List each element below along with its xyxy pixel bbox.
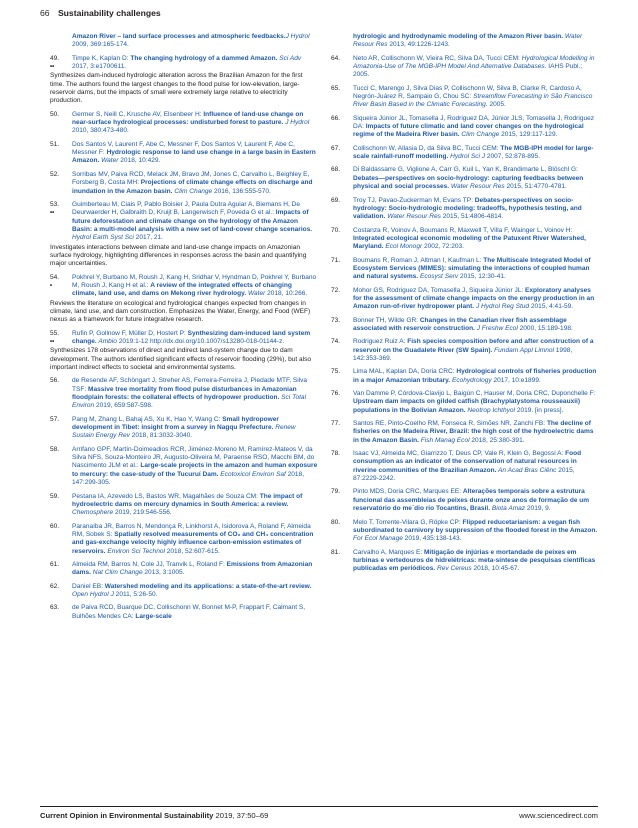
reference-item bbox=[331, 197, 599, 222]
reference-volume-pages[interactable]: 2018, 81:3032-3040. bbox=[129, 432, 193, 440]
reference-item bbox=[50, 141, 318, 166]
reference-title[interactable]: Integrated ecological economic modeling of the Patuxent River Watershed, Maryland. bbox=[353, 234, 586, 251]
reference-journal[interactable]: Clim Change bbox=[459, 131, 500, 139]
reference-item bbox=[50, 55, 318, 72]
reference-volume-pages[interactable]: 2005. bbox=[487, 101, 506, 109]
reference-authors[interactable]: Pokhrel Y, Burbano M, Roush J, Kang H, Sridhar V, Hyndman D, Pokhrel Y, Burbano M, Roush J, Kang H et al.: bbox=[72, 273, 317, 289]
reference-number: 62. bbox=[50, 582, 60, 590]
reference-journal[interactable]: Biota Amaz bbox=[490, 505, 526, 513]
reference-item bbox=[331, 166, 599, 191]
reference-journal[interactable]: Hydrol Sci J bbox=[448, 153, 486, 161]
reference-journal[interactable]: Hydrol Earth Syst Sci bbox=[72, 234, 134, 242]
reference-title[interactable]: Mitigação de injúrias e mortandade de peixes em turbinas e vertedouros de hidrelétricas: meta-síntese de pesquisas científicas publicadas em periódicos. bbox=[353, 548, 596, 573]
reference-authors[interactable]: Guimberteau M, Ciais P, Pablo Boisier J, Paula Dutra Aguiar A, Biemans H, De Deurwaerder H, Galbraith D, Kruijt B, Langerwisch F, Poveda G et al.: bbox=[72, 200, 301, 217]
reference-title[interactable]: Synthesizing dam-induced land system change. bbox=[72, 329, 311, 345]
references-left-column bbox=[50, 33, 318, 626]
reference-journal[interactable]: Fish Manag Ecol bbox=[418, 436, 470, 444]
reference-authors[interactable]: Troy TJ, Pavao-Zuckerman M, Evans TP: bbox=[353, 196, 475, 204]
reference-authors[interactable]: Boumans R, Roman J, Altman I, Kaufman L: bbox=[353, 256, 484, 264]
reference-volume-pages[interactable]: 2018, 25:380-391. bbox=[469, 436, 525, 444]
reference-authors[interactable]: de Resende AF, Schöngart J, Streher AS, Ferreira-Ferreira J, Piedade MTF, Silva TSF: bbox=[72, 377, 308, 393]
reference-title[interactable]: Large-scale bbox=[135, 612, 172, 620]
reference-volume-pages[interactable]: 2017, 10:e1899. bbox=[491, 376, 541, 384]
reference-item bbox=[331, 145, 599, 162]
reference-authors[interactable]: Melo T, Torrente-Vilara G, Röpke CP: bbox=[353, 518, 463, 526]
reference-journal[interactable]: Streamflow Forecasting in São Francisco River Basin Based in the Climatic Forecasting. bbox=[353, 93, 593, 109]
reference-title[interactable]: Massive tree mortality from flood pulse disturbances in Amazonian floodplain forests: the collateral effects of hydropower production. bbox=[72, 385, 297, 402]
reference-number: 52. bbox=[50, 170, 60, 178]
footer-rule bbox=[40, 806, 598, 807]
reference-number: 61. bbox=[50, 560, 60, 568]
reference-item bbox=[50, 523, 318, 556]
reference-volume-pages[interactable]: 2019, 9. bbox=[525, 505, 551, 513]
reference-item bbox=[50, 201, 318, 243]
reference-volume-pages[interactable]: 2015, 51:4770-4781. bbox=[504, 183, 567, 191]
reference-authors[interactable]: Mohor GS, Rodriguez DA, Tomasella J, Siqueira Júnior JL: bbox=[353, 286, 525, 294]
reference-volume-pages[interactable]: 2013, 3:1005. bbox=[142, 569, 185, 577]
reference-volume-pages[interactable]: 2013, 49:1226-1243. bbox=[387, 41, 450, 49]
reference-number: 53. bbox=[50, 200, 60, 208]
reference-journal[interactable]: Chemosphere bbox=[72, 509, 114, 517]
reference-title[interactable]: Amazon River – land surface processes and atmospheric feedbacks. bbox=[72, 33, 286, 40]
reference-item bbox=[331, 368, 599, 385]
reference-authors[interactable]: Dos Santos V, Laurent F, Abe C, Messner F, Dos Santos V, Laurent F, Abe C, Messner F: bbox=[72, 140, 295, 157]
reference-title[interactable]: Hydrological controls of fisheries production in a major Amazonian tributary. bbox=[353, 368, 597, 384]
reference-authors[interactable]: Sorribas MV, Paiva RCD, Melack JM, Bravo JM, Jones C, Carvalho L, Beighley E, Forsberg B, Costa MH: bbox=[72, 170, 310, 187]
reference-journal[interactable]: Clim Change bbox=[172, 187, 213, 195]
reference-title[interactable]: The MGB-IPH model for large-scale rainfall-runoff modelling. bbox=[353, 144, 594, 161]
reference-number: 66. bbox=[331, 114, 341, 122]
reference-item bbox=[50, 561, 318, 578]
reference-annotation: Investigates interactions between climate and land-use change impacts on Amazonian surface hydrology, highlighting differences in responses across the basin and quantifying major uncertainties. bbox=[50, 243, 307, 268]
reference-volume-pages[interactable]: 2018, 10:266. bbox=[265, 290, 308, 298]
reference-title[interactable]: hydrologic and hydrodynamic modeling of the Amazon River basin. bbox=[353, 33, 564, 40]
reference-authors[interactable]: Siqueira Júnior JL, Tomasella J, Rodriguez DA, Júnior JLS, Tomasella J, Rodriguez DA: bbox=[353, 114, 595, 131]
reference-authors[interactable]: Daniel EB: bbox=[72, 582, 105, 590]
reference-authors[interactable]: Germer S, Neill C, Krusche AV, Elsenbeer H: bbox=[72, 110, 204, 118]
reference-title[interactable]: Exploratory analyses for the assessment of climate change impacts on the energy production in an Amazon run-of-river hydropower plant. bbox=[353, 286, 595, 311]
reference-item bbox=[331, 227, 599, 252]
reference-journal[interactable]: J Hydrol Reg Stud bbox=[474, 303, 530, 311]
reference-volume-pages[interactable]: IAHS Publ.; 2005. bbox=[353, 63, 583, 79]
reference-volume-pages[interactable]: 2011, 5:26-50. bbox=[113, 590, 158, 598]
reference-number: 77. bbox=[331, 420, 341, 428]
reference-number: 49. bbox=[50, 54, 60, 62]
reference-journal[interactable]: Open Hydrol J bbox=[72, 590, 114, 598]
reference-authors[interactable]: Tucci C, Marengo J, Silva Dias P, Collischonn W, Silva B, Clarke R, Cardoso A, Negrón-Juárez R, Sampaio G, Chou SC: bbox=[353, 84, 582, 101]
reference-journal[interactable]: Ambio bbox=[96, 338, 117, 345]
reference-authors[interactable]: Bonner TH, Wilde GR: bbox=[353, 316, 420, 324]
reference-item bbox=[50, 416, 318, 441]
reference-title[interactable]: Hydrologic response to land use change in a large basin in Eastern Amazon. bbox=[72, 149, 316, 165]
reference-volume-pages[interactable]: 2017, 21. bbox=[133, 234, 163, 242]
reference-journal[interactable]: Fundam Appl Limnol bbox=[492, 346, 554, 354]
reference-authors[interactable]: de Paiva RCD, Buarque DC, Collischonn W, Bonnet M-P, Frappart F, Calmant S, Bulhões Mendes CA: bbox=[72, 604, 306, 620]
page-number: 66 bbox=[40, 8, 50, 18]
reference-authors[interactable]: Di Baldassarre G, Viglione A, Carr G, Kuil L, Yan K, Brandimarte L, Blöschl G: bbox=[353, 166, 578, 174]
reference-item bbox=[331, 519, 599, 544]
reference-number: 51. bbox=[50, 140, 60, 148]
reference-title[interactable]: Debates-perspectives on socio-hydrology: Socio-hydrologic modeling: tradeoffs, hypothesis testing, and validation. bbox=[353, 196, 582, 221]
reference-journal[interactable]: An Acad Bras Ciênc bbox=[496, 466, 557, 474]
reference-journal[interactable]: For Ecol Manage bbox=[353, 535, 403, 543]
reference-number: 54. bbox=[50, 273, 60, 281]
reference-journal[interactable]: Water Resour Res bbox=[449, 183, 505, 191]
reference-volume-pages[interactable]: 2015, 129:117-129. bbox=[499, 131, 558, 139]
reference-number: 69. bbox=[331, 196, 341, 204]
reference-title[interactable]: The decline of fisheries on the Madeira River, Brazil: the high cost of the hydroelectric dams in the Amazon Basin. bbox=[353, 420, 594, 444]
reference-item bbox=[331, 115, 599, 140]
reference-number: 73. bbox=[331, 316, 341, 324]
reference-title[interactable]: Flipped reducetarianism: a vegan fish subordinated to carnivory by suppression of the flooded forest in the Amazon. bbox=[353, 518, 598, 534]
reference-volume-pages[interactable]: 2015, 4:41-59. bbox=[529, 303, 574, 311]
reference-volume-pages[interactable]: 2002, 72:203. bbox=[422, 243, 465, 251]
reference-number: 55. bbox=[50, 329, 60, 337]
reference-number: 57. bbox=[50, 415, 60, 423]
reference-journal[interactable]: Hydrological Modelling in Amazonia-Use of The MGB-IPH Model And Alternative Databases. bbox=[353, 54, 595, 71]
reference-item bbox=[331, 33, 599, 50]
reference-journal[interactable]: Nat Clim Change bbox=[90, 569, 143, 577]
reference-volume-pages[interactable]: 2019, 435:138-143. bbox=[402, 535, 462, 543]
reference-authors[interactable]: Pinto MDS, Doria CRC, Marques EE: bbox=[353, 488, 463, 496]
reference-authors[interactable]: Almeida RM, Barros N, Cole JJ, Tranvik L, Roland F: bbox=[72, 560, 227, 568]
footer-website-link[interactable]: www.sciencedirect.com bbox=[519, 811, 598, 820]
reference-item bbox=[331, 85, 599, 110]
reference-title[interactable]: The Multiscale Integrated Model of Ecosystem Services (MIMES): simulating the interactions of coupled human and natural systems. bbox=[353, 256, 591, 281]
reference-authors[interactable]: Pang M, Zhang L, Bahaj AS, Xu K, Hao Y, Wang C: bbox=[72, 415, 223, 423]
reference-title[interactable]: Fish species composition before and after construction of a reservoir on the Guadalete River (SW Spain). bbox=[353, 338, 594, 354]
reference-item bbox=[331, 420, 599, 445]
reference-title[interactable]: Changes in the Canadian river fish assemblage associated with reservoir construction. bbox=[353, 316, 567, 332]
reference-authors[interactable]: Santos RE, Pinto-Coelho RM, Fonseca R, Simões NR, Zanchi FB: bbox=[353, 420, 547, 428]
reference-journal[interactable]: Water Resour Res bbox=[385, 213, 441, 221]
reference-authors[interactable]: Paranaíba JR, Barros N, Mendonça R, Linkhorst A, Isidorova A, Roland F, Almeida RM, Sobek S: bbox=[72, 522, 311, 538]
reference-number: 50. bbox=[50, 110, 60, 118]
reference-volume-pages[interactable]: 2010, 380:473-480. bbox=[72, 127, 129, 135]
reference-authors[interactable]: Timpe K, Kaplan D: bbox=[72, 54, 131, 62]
reference-journal[interactable]: J Freshw Ecol bbox=[474, 324, 518, 332]
reference-volume-pages[interactable]: 2019:1-12 bbox=[116, 338, 151, 345]
reference-item bbox=[50, 330, 318, 347]
reference-volume-pages[interactable]: 2000, 15:189-198. bbox=[517, 324, 573, 332]
reference-authors[interactable]: Isaac VJ, Almeida MC, Giarrizzo T, Deus CP, Vale R, Klein G, Begossi A: bbox=[353, 450, 566, 458]
reference-volume-pages[interactable]: 2015, 12:30-41. bbox=[458, 273, 506, 281]
reference-authors[interactable]: Rufin P, Gollnow F, Müller D, Hostert P: bbox=[72, 329, 188, 337]
reference-number: 79. bbox=[331, 488, 341, 496]
reference-item bbox=[331, 338, 599, 363]
reference-item bbox=[331, 287, 599, 312]
reference-title[interactable]: Watershed modeling and its applications: a state-of-the-art review. bbox=[104, 582, 312, 590]
reference-volume-pages[interactable]: 2019, 659:587-598. bbox=[94, 402, 153, 410]
references-right-column bbox=[331, 33, 599, 579]
reference-journal[interactable]: Environ Sci Technol bbox=[105, 547, 165, 555]
reference-volume-pages[interactable]: 2019, 219:546-556. bbox=[113, 509, 172, 517]
recommendation-bullets: •• bbox=[50, 339, 55, 345]
reference-volume-pages[interactable]: 2009, 369:165-174. bbox=[72, 41, 129, 49]
reference-journal[interactable]: Renew Sustain Energy Rev bbox=[72, 424, 296, 440]
reference-journal[interactable]: Sci Total Environ bbox=[72, 394, 307, 410]
reference-title[interactable]: Small hydropower development in Tibet: insight from a survey in Nagqu Prefecture. bbox=[72, 415, 279, 432]
reference-item bbox=[50, 111, 318, 136]
reference-number: 60. bbox=[50, 522, 60, 530]
reference-title[interactable]: A review of the integrated effects of changing climate, land use, and dams on Mekong river hydrology. bbox=[72, 281, 292, 298]
reference-number: 67. bbox=[331, 144, 341, 152]
reference-number: 80. bbox=[331, 518, 341, 526]
reference-item bbox=[50, 493, 318, 518]
reference-volume-pages[interactable]: 2018, 10:45-67. bbox=[471, 565, 520, 573]
reference-volume-pages[interactable]: 1998, 142:353-369. bbox=[353, 346, 573, 362]
reference-item bbox=[50, 446, 318, 488]
reference-volume-pages[interactable]: 2015, 51:4806-4814. bbox=[440, 213, 504, 221]
reference-authors[interactable]: Rodriguez Ruiz A: bbox=[353, 338, 408, 346]
reference-authors[interactable]: Arrifano GPF, Martín-Doimeadios RCR, Jiménez-Moreno M, Ramírez-Mateos V, da Silva NFS, Souza-Monteiro JR, Augusto-Oliveira M, Paraense RSO, Macchi BM, do Nascimento JLM et al.: bbox=[72, 445, 315, 470]
reference-title[interactable]: The changing hydrology of a dammed Amazon. bbox=[130, 54, 278, 62]
reference-title[interactable]: Debates—perspectives on socio-hydrology: capturing feedbacks between physical and social processes. bbox=[353, 174, 584, 191]
reference-volume-pages[interactable]: 2017, 3:e1700611. bbox=[72, 63, 127, 71]
reference-number: 74. bbox=[331, 338, 341, 346]
reference-number: 65. bbox=[331, 84, 341, 92]
reference-title[interactable]: Impacts of future climatic and land cover changes on the hydrological regime of the Madeira River basin. bbox=[353, 123, 584, 139]
reference-journal[interactable]: Water bbox=[246, 290, 266, 298]
footer-citation bbox=[40, 811, 268, 820]
reference-title[interactable]: Food consumption as an indicator of the conservation of natural resources in riverine communities of the Brazilian Amazon. bbox=[353, 450, 582, 474]
reference-authors[interactable]: Carvalho A, Marques E: bbox=[353, 548, 424, 556]
reference-item bbox=[331, 257, 599, 282]
reference-item bbox=[331, 488, 599, 513]
reference-number: 64. bbox=[331, 54, 341, 62]
reference-title[interactable]: Upstream dam impacts on gilded catfish (Brachyplatystoma rousseauxii) populations in the Bolivian Amazon. bbox=[353, 398, 581, 414]
reference-title[interactable]: Projections of climate change effects on discharge and inundation in the Amazon basin. bbox=[72, 179, 313, 195]
reference-journal[interactable]: Water Resour Res bbox=[353, 33, 583, 49]
reference-item bbox=[331, 317, 599, 334]
reference-item bbox=[331, 390, 599, 415]
reference-annotation: Synthesizes 178 observations of direct and indirect land-system change due to dam development. The authors identified significant effects of reservoir flooding (29%), but also important indirect effects to societal and environmental systems. bbox=[50, 347, 312, 372]
reference-number: 75. bbox=[331, 368, 341, 376]
reference-item bbox=[50, 604, 318, 621]
recommendation-bullets: • bbox=[50, 282, 53, 289]
running-header bbox=[40, 8, 161, 18]
reference-volume-pages[interactable]: 2016, 136:555-570. bbox=[212, 187, 271, 195]
reference-number: 63. bbox=[50, 604, 60, 612]
reference-title[interactable]: The impact of hydroelectric dams on mercury dynamics in South America: a review. bbox=[72, 492, 303, 508]
reference-authors[interactable]: Van Damme P, Córdova-Clavijo L, Baigún C, Hauser M, Doria CRC, Duponchelle F: bbox=[353, 390, 596, 398]
reference-annotation: Reviews the literature on ecological and hydrological changes expected from changes in climate, land use, and dam construction. Emphasizes the Water, Energy, and Food (WEF) nexus as a framework for future integrative research. bbox=[50, 299, 311, 324]
reference-number: 58. bbox=[50, 445, 60, 453]
reference-authors[interactable]: Neto AR, Collischonn W, Vieira RC, Silva DA, Tucci CEM: bbox=[353, 54, 522, 62]
journal-name: Current Opinion in Environmental Sustainability bbox=[40, 811, 214, 820]
reference-number: 71. bbox=[331, 256, 341, 264]
reference-number: 70. bbox=[331, 226, 341, 234]
reference-title[interactable]: Spatially resolved measurements of CO₂ and CH₄ concentration and gas-exchange velocity highly influence carbon-emission estimates of reservoirs. bbox=[72, 530, 314, 555]
reference-volume-pages[interactable]: 2007, 52:878-895. bbox=[485, 153, 541, 161]
reference-item bbox=[50, 33, 318, 50]
reference-title[interactable]: Alterações temporais sobre a estrutura funcional das assembleias de peixes durante onze anos de formação de um reservatório do me´dio rio Tocantins, Brasil. bbox=[353, 488, 590, 513]
reference-journal[interactable]: Ecosyst Serv bbox=[418, 273, 459, 281]
reference-title[interactable]: Large-scale projects in the amazon and human exposure to mercury: the case-study of the Tucuruí Dam. bbox=[72, 462, 318, 478]
reference-authors[interactable]: Collischonn W, Allasia D, da Silva BC, Tucci CEM: bbox=[353, 144, 501, 152]
reference-number: 56. bbox=[50, 377, 60, 385]
journal-citation: 2019, 37:50–69 bbox=[213, 811, 269, 820]
reference-journal[interactable]: Ecotoxicol Environ Saf bbox=[218, 470, 286, 478]
reference-number: 59. bbox=[50, 492, 60, 500]
reference-item bbox=[50, 274, 318, 299]
reference-number: 76. bbox=[331, 390, 341, 398]
reference-title[interactable]: Emissions from Amazonian dams. bbox=[72, 560, 313, 577]
reference-journal[interactable]: Sci Adv bbox=[277, 54, 302, 62]
reference-journal[interactable]: Rev Cereus bbox=[435, 565, 472, 573]
reference-title[interactable]: Influence of land-use change on near-surface hydrological processes: undisturbed forest to pasture. bbox=[72, 110, 304, 127]
reference-journal[interactable]: Water bbox=[99, 157, 119, 165]
reference-item bbox=[50, 377, 318, 410]
reference-number: 78. bbox=[331, 450, 341, 458]
reference-journal[interactable]: J Hydrol bbox=[285, 33, 310, 40]
reference-volume-pages[interactable]: 2015, 87:2229-2242. bbox=[353, 466, 575, 483]
reference-journal[interactable]: Neotrop Ichthyol bbox=[465, 406, 516, 414]
reference-number: 72. bbox=[331, 286, 341, 294]
reference-item bbox=[331, 549, 599, 574]
reference-authors[interactable]: Costanza R, Voinov A, Boumans R, Maxwell T, Villa F, Wainger L, Voinov H: bbox=[353, 226, 573, 234]
reference-authors[interactable]: Pestana IA, Azevedo LS, Bastos WR, Magalhães de Souza CM: bbox=[72, 492, 260, 500]
reference-volume-pages[interactable]: 2018, 52:607-615. bbox=[164, 547, 220, 555]
reference-item bbox=[50, 171, 318, 196]
recommendation-bullets: •• bbox=[50, 64, 55, 71]
reference-authors[interactable]: Lima MAL, Kaplan DA, Doria CRC: bbox=[353, 368, 457, 376]
reference-volume-pages[interactable]: 2019. [in press]. bbox=[515, 406, 564, 414]
reference-title[interactable]: Impacts of future deforestation and climate change on the hydrology of the Amazon Basin: a multi-model analysis with a new set of land-cover change scenarios. bbox=[72, 209, 313, 233]
reference-number: 68. bbox=[331, 166, 341, 174]
reference-volume-pages[interactable]: 2018, 10:429. bbox=[118, 157, 161, 165]
section-title: Sustainability challenges bbox=[57, 8, 161, 18]
reference-journal[interactable]: Ecohydrology bbox=[450, 376, 492, 384]
reference-item bbox=[331, 450, 599, 483]
reference-item bbox=[50, 583, 318, 600]
reference-doi-link[interactable]: http://dx.doi.org/10.1007/s13280-018-01144-z. bbox=[150, 338, 285, 345]
reference-journal[interactable]: Ecol Monogr bbox=[383, 243, 423, 251]
reference-volume-pages[interactable]: 2018, 147:299-305. bbox=[72, 470, 305, 487]
reference-annotation: Synthesizes dam-induced hydrologic alteration across the Brazilian Amazon for the first time. The authors found the largest changes to the flood pulse for low-elevation, large-reservoir dams, but the impacts of small were extremely large relative to electricity production. bbox=[50, 72, 303, 105]
reference-journal[interactable]: J Hydrol bbox=[283, 119, 310, 127]
recommendation-bullets: •• bbox=[50, 210, 55, 217]
reference-number: 81. bbox=[331, 548, 341, 556]
reference-item bbox=[331, 55, 599, 80]
